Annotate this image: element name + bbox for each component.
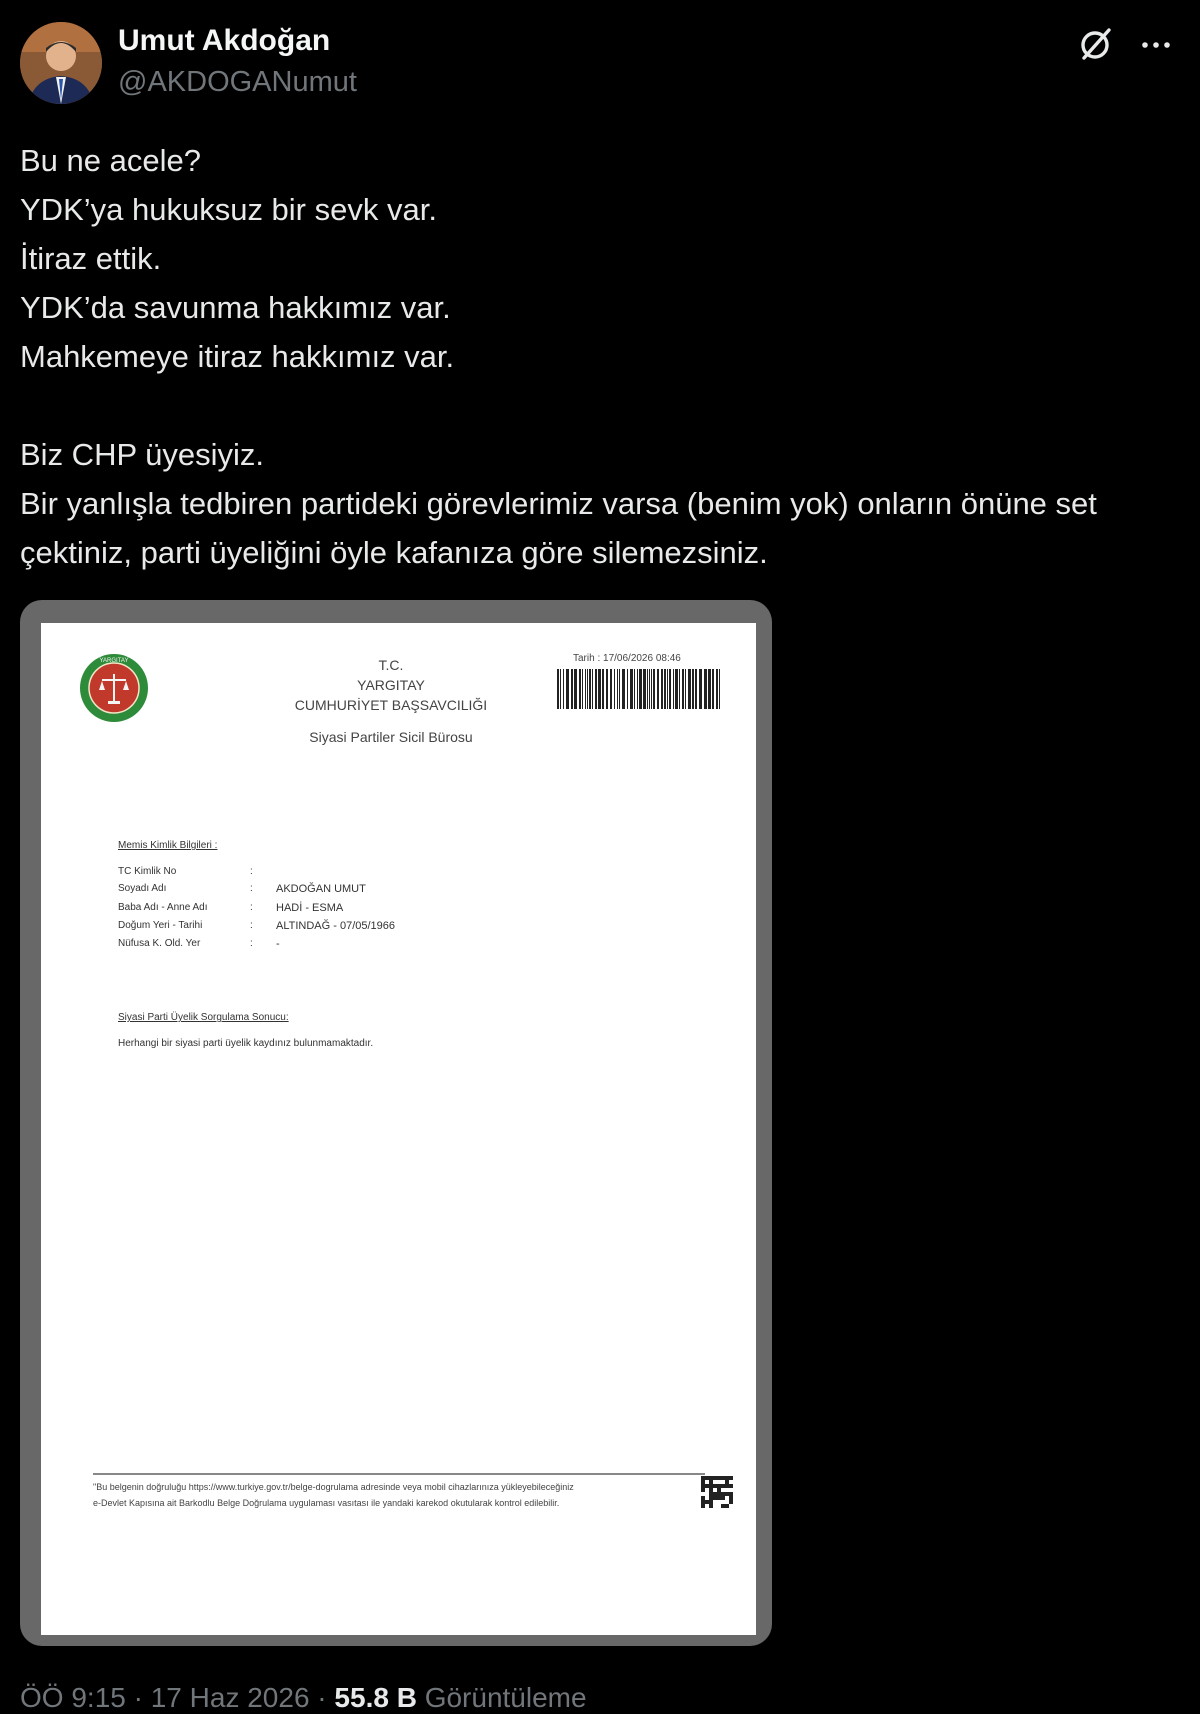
row-value: AKDOĞAN UMUT [276, 883, 366, 895]
qr-module [701, 1504, 705, 1508]
tweet-line: YDK’ya hukuksuz bir sevk var. [20, 192, 437, 227]
qr-module [709, 1476, 713, 1480]
barcode-bar [716, 669, 718, 709]
qr-module [717, 1492, 721, 1496]
barcode-bar [566, 669, 569, 709]
tweet-line: İtiraz ettik. [20, 241, 162, 276]
slash-circle-icon[interactable] [1076, 24, 1116, 64]
qr-module [701, 1484, 705, 1488]
barcode-bar [657, 669, 659, 709]
qr-module [709, 1504, 713, 1508]
barcode-bar [719, 669, 720, 709]
footer-divider [93, 1473, 705, 1475]
barcode-bar [679, 669, 680, 709]
qr-module [725, 1480, 729, 1484]
row-label: Baba Adı - Anne Adı [118, 902, 208, 913]
barcode-bar [712, 669, 714, 709]
barcode-bar [582, 669, 583, 709]
row-value: ALTINDAĞ - 07/05/1966 [276, 920, 396, 932]
identity-row [118, 920, 518, 934]
barcode-bar [704, 669, 707, 709]
barcode-bar [602, 669, 604, 709]
barcode-bar [617, 669, 618, 709]
identity-row [118, 902, 518, 916]
tweet-meta [20, 1682, 587, 1714]
row-label: Nüfusa K. Old. Yer [118, 938, 201, 949]
qr-module [721, 1496, 725, 1500]
barcode-bar [664, 669, 666, 709]
barcode-bar [647, 669, 648, 709]
footer-line: e-Devlet Kapısına ait Barkodlu Belge Doğrulama uygulaması vasıtası ile yandaki karekod okutularak kontrol edilebilir. [93, 1498, 560, 1508]
tweet-line: Bu ne acele? [20, 143, 201, 178]
bureau-name: Siyasi Partiler Sicil Bürosu [309, 729, 473, 745]
membership-section-title: Siyasi Parti Üyelik Sorgulama Sonucu: [118, 1012, 289, 1023]
qr-module [717, 1488, 721, 1492]
barcode-bar [598, 669, 601, 709]
qr-module [705, 1500, 709, 1504]
qr-module [709, 1500, 713, 1504]
membership-result: Herhangi bir siyasi parti üyelik kaydınız bulunmamaktadır. [118, 1038, 374, 1049]
tweet-line: YDK’da savunma hakkımız var. [20, 290, 451, 325]
barcode-bar [685, 669, 686, 709]
author-handle[interactable]: @AKDOGANumut [118, 66, 357, 98]
row-colon: : [250, 902, 253, 913]
document-date: Tarih : 17/06/2026 08:46 [573, 653, 681, 664]
qr-module [701, 1488, 705, 1492]
heading-line: YARGITAY [357, 677, 425, 693]
qr-module [701, 1476, 705, 1480]
meta-separator: · [309, 1682, 335, 1713]
qr-module [709, 1492, 713, 1496]
barcode-bar [630, 669, 633, 709]
qr-module [729, 1496, 733, 1500]
barcode-bar [574, 669, 577, 709]
row-label: Doğum Yeri - Tarihi [118, 920, 203, 931]
seal-text: YARGITAY [99, 658, 129, 664]
identity-row [118, 866, 518, 880]
barcode-bar [606, 669, 608, 709]
tweet-date[interactable]: 17 Haz 2026 [150, 1682, 310, 1713]
qr-module [717, 1496, 721, 1500]
qr-module [705, 1484, 709, 1488]
tweet-line: Bir yanlışla tedbiren partideki görevlerimiz varsa (benim yok) onların önüne set çektiniz, parti üyeliğini öyle kafanıza göre silemezsiniz. [20, 486, 1097, 570]
qr-module [713, 1484, 717, 1488]
barcode-bar [682, 669, 684, 709]
qr-module [709, 1496, 713, 1500]
qr-module [709, 1488, 713, 1492]
tweet-text [20, 136, 1170, 577]
view-count: 55.8 B [334, 1682, 417, 1713]
row-label: TC Kimlik No [118, 866, 177, 877]
identity-row [118, 938, 518, 952]
qr-module [709, 1480, 713, 1484]
barcode-bar [639, 669, 642, 709]
qr-module [721, 1484, 725, 1488]
barcode-bar [661, 669, 663, 709]
more-horizontal-icon[interactable] [1136, 24, 1176, 64]
barcode-icon [557, 669, 721, 717]
qr-module [701, 1496, 705, 1500]
barcode-bar [610, 669, 612, 709]
barcode-bar [699, 669, 702, 709]
qr-module [729, 1500, 733, 1504]
heading-line: CUMHURİYET BAŞSAVCILIĞI [294, 697, 488, 713]
row-label: Soyadı Adı [118, 883, 167, 894]
barcode-bar [571, 669, 573, 709]
barcode-bar [587, 669, 588, 709]
barcode-bar [637, 669, 638, 709]
barcode-bar [585, 669, 586, 709]
qr-module [701, 1480, 705, 1484]
barcode-bar [695, 669, 697, 709]
qr-module [721, 1476, 725, 1480]
barcode-bar [708, 669, 711, 709]
barcode-bar [669, 669, 671, 709]
barcode-bar [592, 669, 593, 709]
qr-module [729, 1484, 733, 1488]
identity-row [118, 883, 518, 897]
qr-module [717, 1484, 721, 1488]
qr-module [713, 1476, 717, 1480]
qr-module [721, 1492, 725, 1496]
barcode-bar [675, 669, 678, 709]
row-value: - [276, 938, 280, 950]
row-colon: : [250, 866, 253, 877]
qr-code-icon [701, 1476, 733, 1508]
identity-section-title: Memis Kimlik Bilgileri : [118, 840, 218, 851]
barcode-bar [560, 669, 561, 709]
barcode-bar [579, 669, 581, 709]
row-colon: : [250, 938, 253, 949]
barcode-bar [589, 669, 591, 709]
row-colon: : [250, 920, 253, 931]
qr-module [713, 1492, 717, 1496]
barcode-bar [692, 669, 694, 709]
qr-module [709, 1484, 713, 1488]
avatar[interactable] [20, 22, 102, 104]
barcode-bar [673, 669, 674, 709]
meta-separator: · [125, 1682, 151, 1713]
barcode-bar [653, 669, 655, 709]
qr-module [713, 1496, 717, 1500]
barcode-bar [563, 669, 564, 709]
author-name[interactable]: Umut Akdoğan [118, 24, 331, 57]
barcode-bar [649, 669, 650, 709]
footer-line: "Bu belgenin doğruluğu https://www.turkiye.gov.tr/belge-dogrulama adresinde veya mobil cihazlarınıza yükleyebileceğiniz [93, 1482, 574, 1492]
tweet-time[interactable]: ÖÖ 9:15 [20, 1682, 126, 1713]
qr-module [701, 1500, 705, 1504]
yargitay-seal-icon [78, 652, 150, 724]
qr-module [725, 1504, 729, 1508]
qr-module [725, 1492, 729, 1496]
barcode-bar [557, 669, 559, 709]
document-page [41, 623, 756, 1635]
barcode-bar [619, 669, 620, 709]
tweet-media-image[interactable] [20, 600, 772, 1646]
row-value: HADİ - ESMA [276, 902, 344, 914]
barcode-bar [627, 669, 628, 709]
paragraph-gap [20, 381, 1170, 430]
qr-module [705, 1476, 709, 1480]
qr-module [717, 1476, 721, 1480]
barcode-bar [643, 669, 646, 709]
qr-module [729, 1476, 733, 1480]
heading-line: T.C. [378, 657, 404, 673]
qr-module [725, 1476, 729, 1480]
qr-module [725, 1484, 729, 1488]
views-label: Görüntüleme [416, 1682, 587, 1713]
qr-module [721, 1504, 725, 1508]
barcode-bar [688, 669, 691, 709]
barcode-bar [595, 669, 597, 709]
barcode-bar [614, 669, 615, 709]
barcode-bar [651, 669, 652, 709]
document-heading [266, 655, 516, 747]
barcode-bar [622, 669, 625, 709]
tweet-line: Biz CHP üyesiyiz. [20, 437, 265, 472]
row-colon: : [250, 883, 253, 894]
document-footer [93, 1479, 693, 1511]
tweet-header [20, 22, 1180, 106]
barcode-bar [634, 669, 635, 709]
qr-module [729, 1492, 733, 1496]
profile-photo-icon [20, 22, 102, 104]
barcode-bar [667, 669, 668, 709]
tweet-line: Mahkemeye itiraz hakkımız var. [20, 339, 455, 374]
